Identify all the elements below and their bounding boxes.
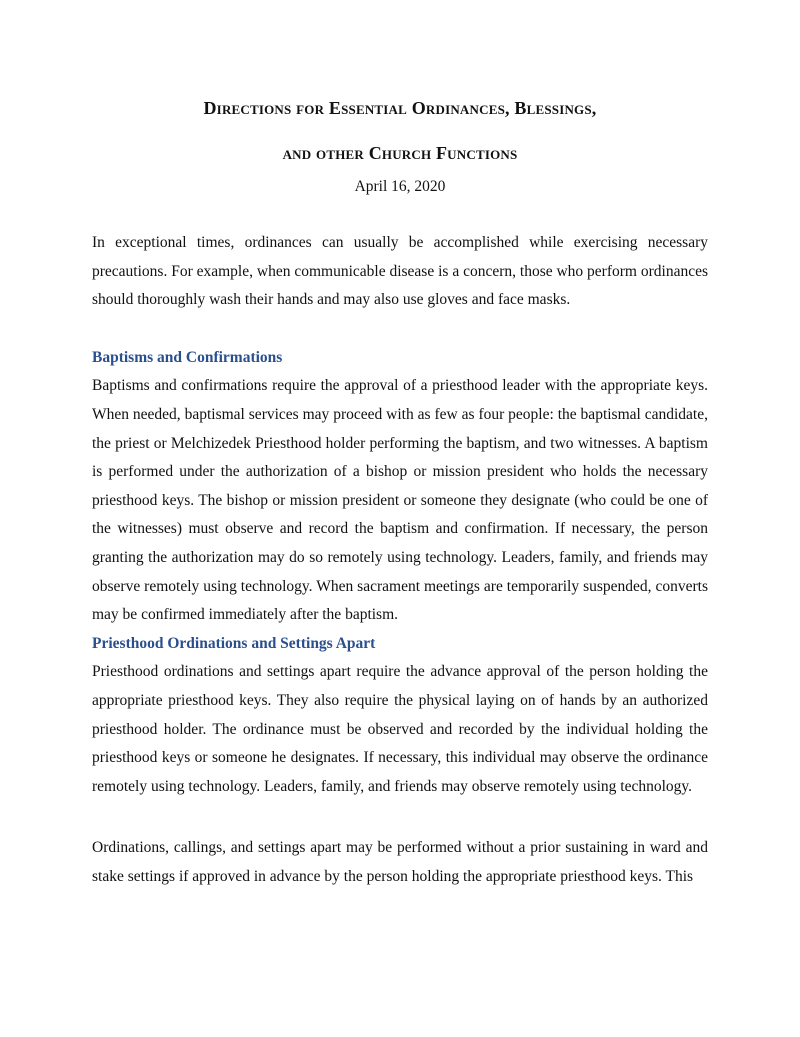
title-block: [92, 0, 708, 197]
document-title-line-2: and other Church Functions: [282, 143, 518, 163]
document-date: April 16, 2020: [354, 178, 446, 195]
ordinations-paragraph-1: Priesthood ordinations and settings apart require the advance approval of the person holding the appropriate priesthood keys. They also require the physical laying on of hands by an authorized priesthood holder. The ordinance must be observed and recorded by the individual holding the priesthood keys or someone he designates. If necessary, this individual may observe the ordinance remotely using technology. Leaders, family, and friends may observe remotely using technology.: [92, 663, 708, 795]
ordinations-paragraph-2: Ordinations, callings, and settings apart may be performed without a prior sustaining in ward and stake settings if approved in advance by the person holding the appropriate priesthood keys. This: [92, 839, 708, 885]
section-heading-ordinations: Priesthood Ordinations and Settings Apart: [92, 634, 376, 652]
section-heading-baptisms: Baptisms and Confirmations: [92, 348, 283, 366]
baptisms-paragraph: Baptisms and confirmations require the approval of a priesthood leader with the appropriate keys. When needed, baptismal services may proceed with as few as four people: the baptismal candidate, the priest or Melchizedek Priesthood holder performing the baptism, and two witnesses. A baptism is performed under the authorization of a bishop or mission president who holds the necessary priesthood keys. The bishop or mission president or someone they designate (who could be one of the witnesses) must observe and record the baptism and confirmation. If necessary, the person granting the authorization may do so remotely using technology. Leaders, family, and friends may observe remotely using technology. When sacrament meetings are temporarily suspended, converts may be confirmed immediately after the baptism.: [92, 377, 708, 624]
document-title-line-1: Directions for Essential Ordinances, Blessings,: [203, 98, 597, 118]
intro-paragraph: In exceptional times, ordinances can usually be accomplished while exercising necessary precautions. For example, when communicable disease is a concern, those who perform ordinances should thoroughly wash their hands and may also use gloves and face masks.: [92, 234, 708, 309]
